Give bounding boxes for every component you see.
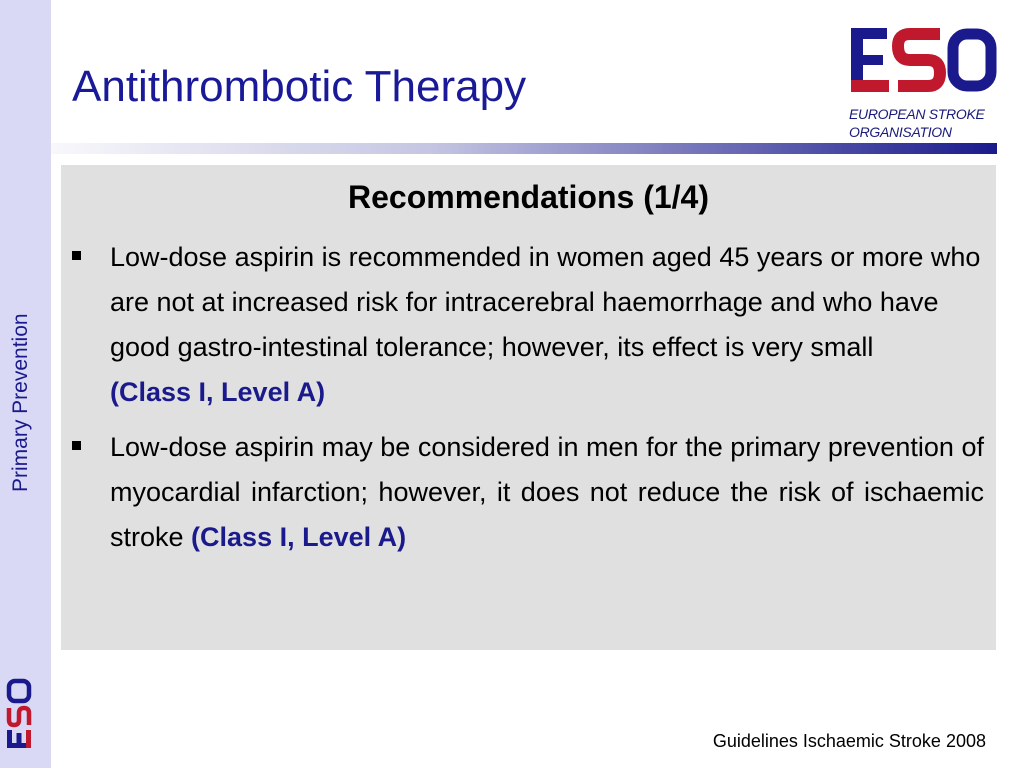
class-level-label: (Class I, Level A)	[110, 377, 326, 407]
header-divider	[51, 143, 997, 154]
list-item	[61, 425, 996, 560]
sidebar	[0, 0, 51, 768]
recommendation-text: Low-dose aspirin may be considered in men for the primary prevention of myocardial infarction; however, it does not reduce the risk of ischaemic stroke	[110, 432, 984, 552]
sidebar-section-label: Primary Prevention	[9, 313, 32, 492]
logo-line-1: EUROPEAN STROKE	[849, 106, 985, 122]
panel-title: Recommendations (1/4)	[348, 179, 709, 215]
recommendation-text: Low-dose aspirin is recommended in women aged 45 years or more who are not at increased risk for intracerebral haemorrhage and who have good gastro-intestinal tolerance; however, its effect is very small	[110, 242, 981, 362]
bullet-square-icon	[72, 251, 81, 260]
class-level-label: (Class I, Level A)	[191, 522, 407, 552]
footer-text: Guidelines Ischaemic Stroke 2008	[712, 731, 986, 751]
recommendations-list	[61, 235, 996, 570]
page-title: Antithrombotic Therapy	[72, 62, 527, 111]
list-item	[61, 235, 996, 415]
eso-small-logo-icon	[3, 672, 47, 752]
bullet-square-icon	[72, 441, 81, 450]
recommendations-panel	[61, 165, 996, 650]
logo-line-2: ORGANISATION	[849, 124, 952, 140]
